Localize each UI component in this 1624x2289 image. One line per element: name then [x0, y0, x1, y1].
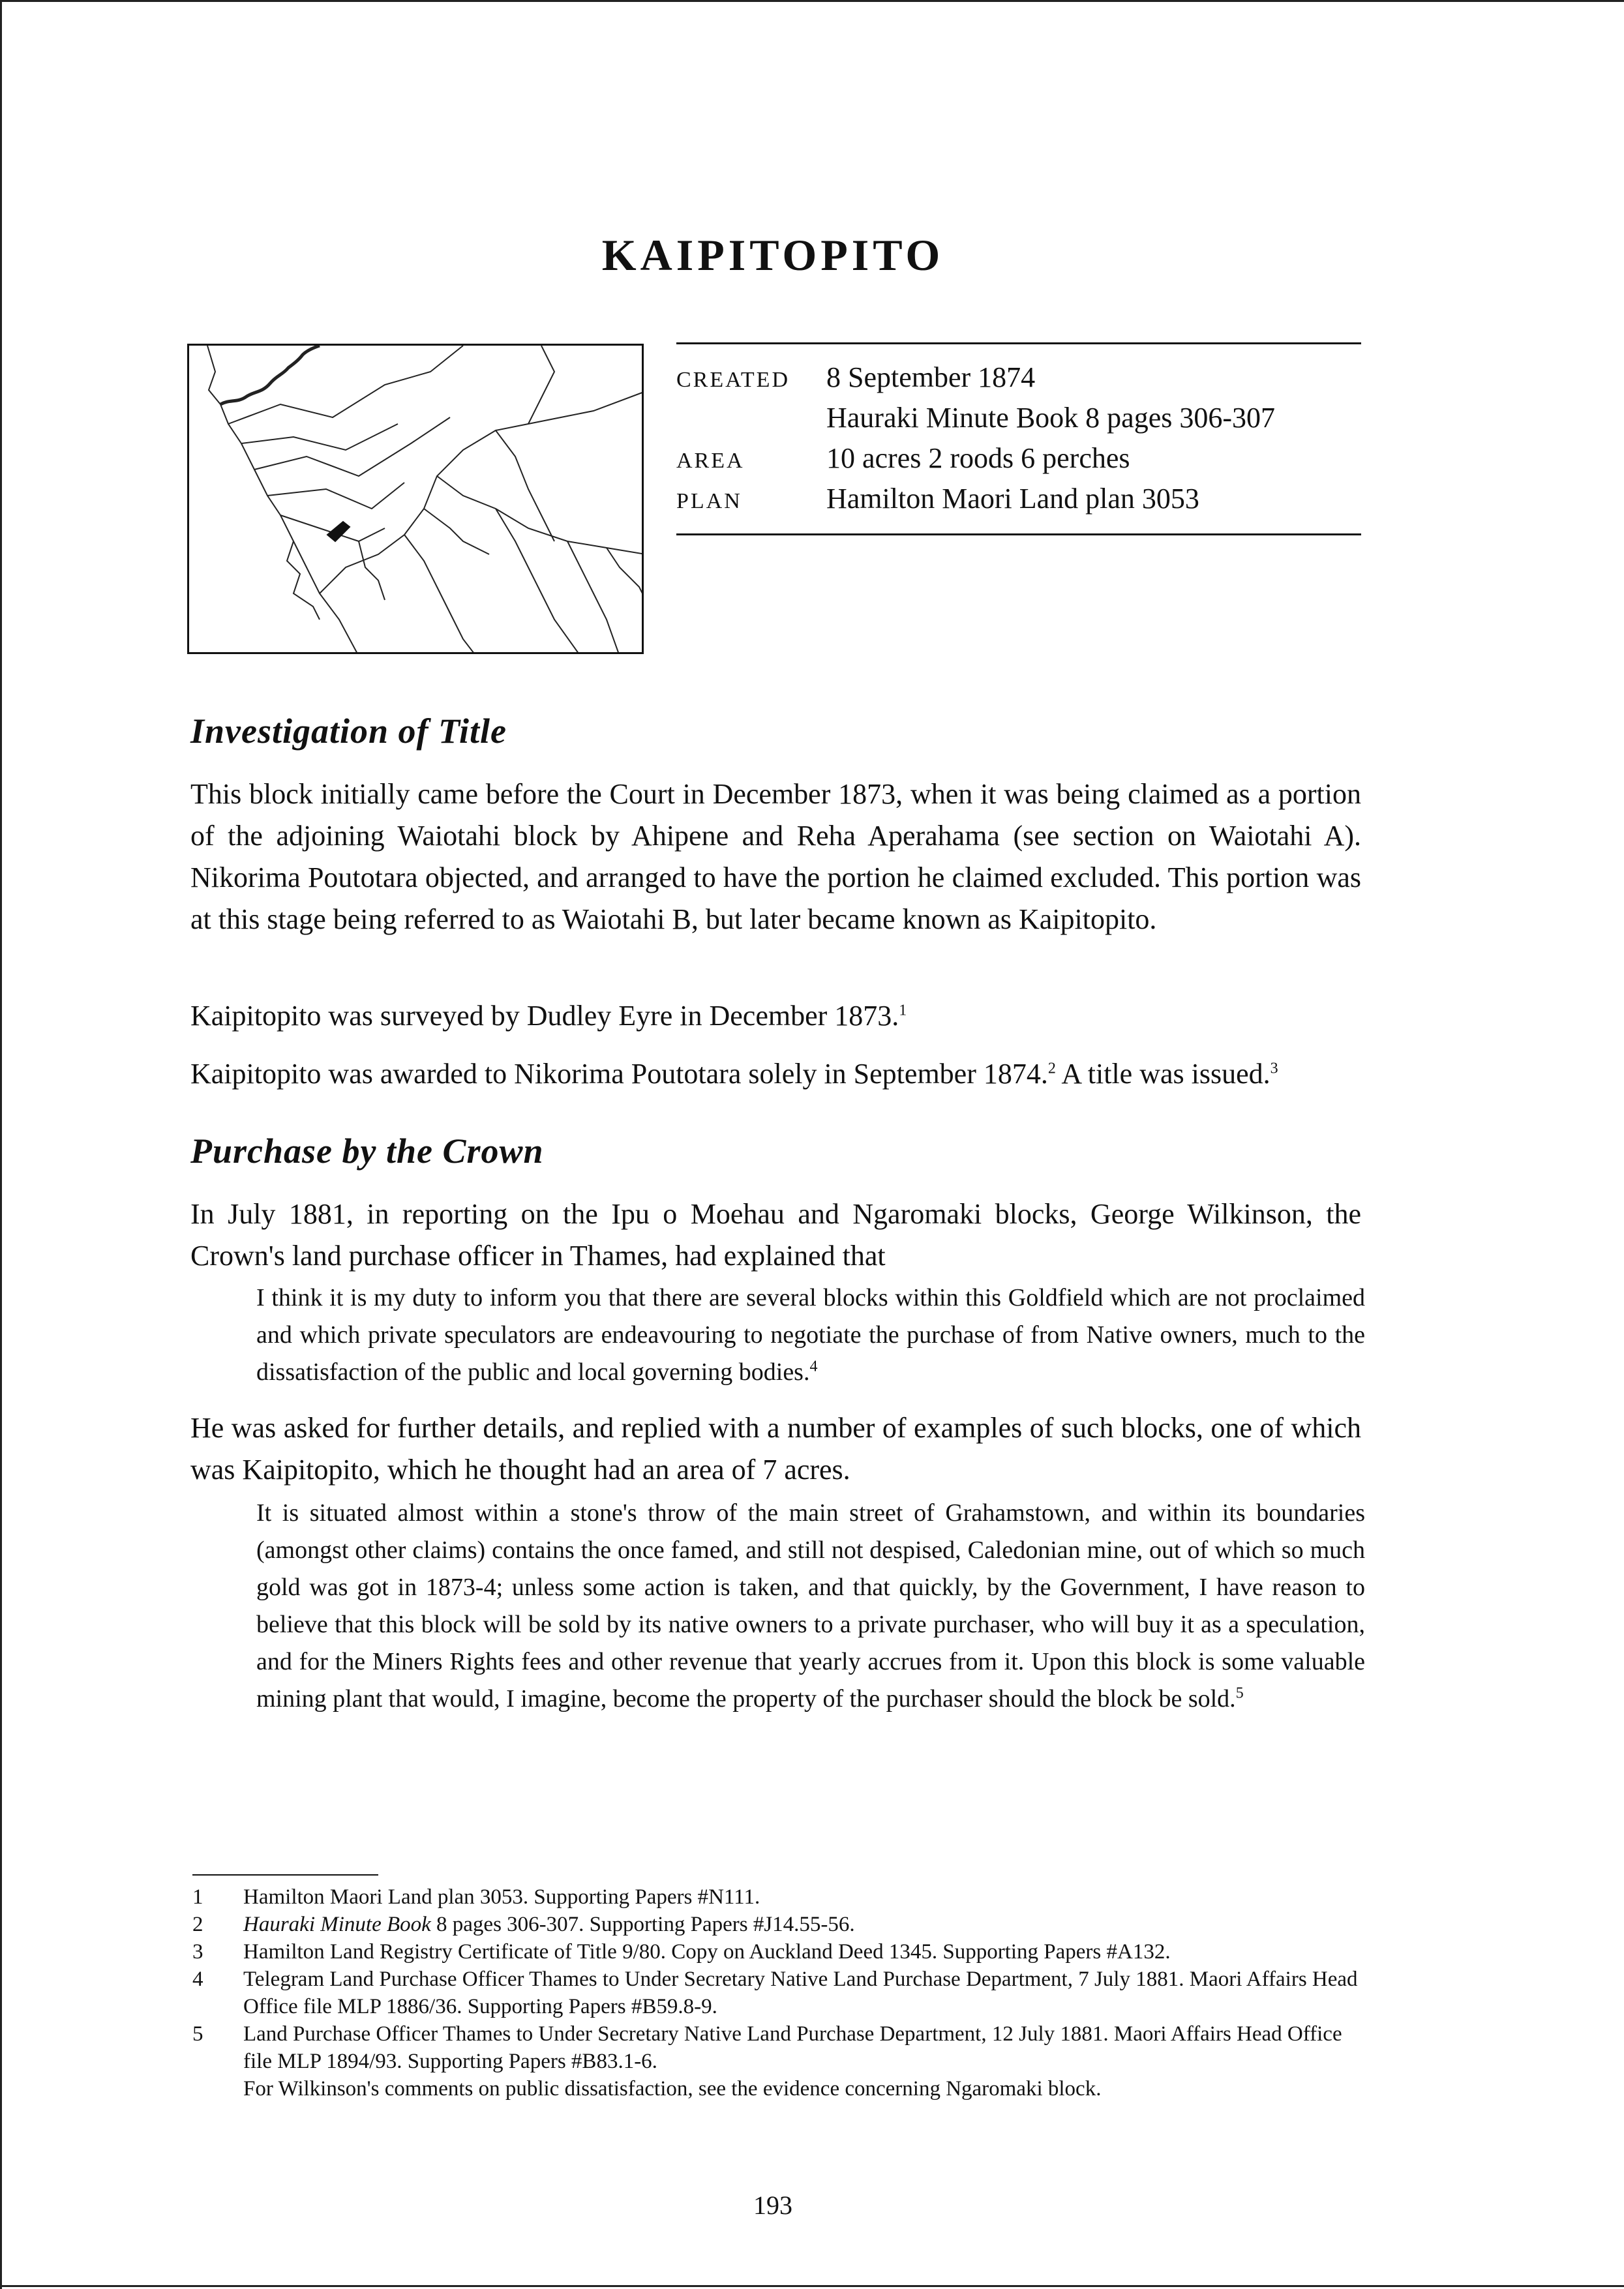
footnote-text-rest: 8 pages 306-307. Supporting Papers #J14.55-56. [430, 1913, 855, 1936]
investigation-paragraph-3 [190, 1053, 1361, 1095]
footnote-5 [192, 2020, 1366, 2075]
footnote-number: 4 [192, 1967, 203, 1991]
investigation-paragraph-2-text: Kaipitopito was surveyed by Dudley Eyre in December 1873. [190, 1000, 899, 1032]
footnote-number: 2 [192, 1913, 203, 1936]
map-boundary [567, 541, 620, 654]
footnote-3 [192, 1938, 1366, 1966]
investigation-paragraph-2 [190, 995, 1361, 1037]
map-boundary [267, 483, 404, 509]
footnote-text [243, 1911, 1366, 1938]
footnote-5-continuation: For Wilkinson's comments on public dissatisfaction, see the evidence concerning Ngaromaki block. [243, 2077, 1102, 2101]
wilkinson-quote-2 [256, 1495, 1365, 1718]
map-boundary [359, 541, 385, 600]
footnote-number: 1 [192, 1885, 203, 1909]
footnote-ref-5[interactable]: 5 [1235, 1684, 1244, 1702]
page-title: KAIPITOPITO [601, 230, 944, 280]
area-value: 10 acres 2 roods 6 perches [826, 442, 1130, 474]
footnote-ref-1[interactable]: 1 [899, 1002, 907, 1019]
wilkinson-quote-1 [256, 1279, 1365, 1391]
map-boundary [228, 346, 463, 424]
map-boundary [424, 509, 489, 554]
page-border-left [0, 0, 2, 2289]
created-label: CREATED [676, 368, 790, 392]
map-coastline [220, 346, 320, 404]
footnote-number: 3 [192, 1940, 203, 1964]
location-map [187, 344, 644, 654]
wilkinson-quote-2-text: It is situated almost within a stone's throw of the main street of Grahamstown, and within its boundaries (amongst other claims) contains the once famed, and still not despised, Caledonian mine, out of which so much gold was got in 1873-4; unless some action is taken, and that quickly, by the Government, I have reason to believe that this block will be sold by its native owners to a private purchaser, who will buy it as a speculation, and for the Miners Rights fees and other revenue that yearly accrues from it. Upon this block is some valuable mining plant that would, I imagine, become the property of the purchaser should the block be sold. [256, 1499, 1365, 1713]
page-border-bottom [0, 2285, 1624, 2287]
block-boundaries-map [189, 346, 644, 654]
investigation-paragraph-3-text-a: Kaipitopito was awarded to Nikorima Poutotara solely in September 1874. [190, 1058, 1048, 1090]
investigation-paragraph-3-text-b: A title was issued. [1055, 1058, 1271, 1090]
purchase-paragraph-2: He was asked for further details, and replied with a number of examples of such blocks, one of which was Kaipitopito, which he thought had an area of 7 acres. [190, 1412, 1361, 1486]
footnote-4 [192, 1966, 1366, 2020]
kaipitopito-block-marker [327, 522, 350, 541]
area-label: AREA [676, 449, 745, 473]
section-heading-purchase: Purchase by the Crown [190, 1131, 544, 1171]
page-number: 193 [753, 2191, 792, 2220]
info-row-created [676, 357, 1361, 438]
wilkinson-quote-1-text: I think it is my duty to inform you that there are several blocks within this Goldfield which are not proclaimed and which private speculators are endeavouring to negotiate the purchase of from Native owners, much to the dissatisfaction of the public and local governing bodies. [256, 1284, 1365, 1386]
footnote-2 [192, 1911, 1366, 1938]
plan-label: PLAN [676, 489, 742, 513]
footnote-title-italic: Hauraki Minute Book [243, 1913, 431, 1936]
page-border-top [0, 0, 1624, 2]
footnote-ref-4[interactable]: 4 [809, 1358, 818, 1375]
section-heading-investigation: Investigation of Title [190, 711, 507, 751]
created-source: Hauraki Minute Book 8 pages 306-307 [826, 402, 1275, 434]
info-row-plan [676, 479, 1361, 519]
block-info-table [676, 342, 1361, 535]
map-boundary [287, 541, 320, 620]
footnote-text: Hamilton Maori Land plan 3053. Supporting Papers #N111. [243, 1885, 760, 1909]
map-boundary [404, 535, 476, 654]
footnote-text: Land Purchase Officer Thames to Under Secretary Native Land Purchase Department, 12 July 1881. Maori Affairs Head Office file MLP 1894/93. Supporting Papers #B83.1-6. [243, 2022, 1342, 2073]
footnote-ref-3[interactable]: 3 [1270, 1060, 1278, 1077]
footnote-number: 5 [192, 2022, 203, 2046]
footnote-text: Telegram Land Purchase Officer Thames to Under Secretary Native Land Purchase Department, 7 July 1881. Maori Affairs Head Office file MLP 1886/36. Supporting Papers #B59.8-9. [243, 1967, 1358, 2018]
footnote-text: Hamilton Land Registry Certificate of Title 9/80. Copy on Auckland Deed 1345. Supporting Papers #A132. [243, 1940, 1171, 1964]
purchase-paragraph-1: In July 1881, in reporting on the Ipu o Moehau and Ngaromaki blocks, George Wilkinson, the Crown's land purchase officer in Thames, had explained that [190, 1198, 1361, 1272]
info-row-area [676, 438, 1361, 479]
map-shore [207, 346, 359, 654]
created-date: 8 September 1874 [826, 361, 1036, 393]
map-boundary [437, 476, 644, 554]
map-boundary [496, 509, 580, 654]
plan-value: Hamilton Maori Land plan 3053 [826, 483, 1199, 515]
footnote-1 [192, 1883, 1366, 1911]
map-boundary [320, 391, 644, 593]
footnote-divider [192, 1874, 378, 1876]
investigation-paragraph-1: This block initially came before the Court in December 1873, when it was being claimed as a portion of the adjoining Waiotahi block by Ahipene and Reha Aperahama (see section on Waiotahi A). Nikorima Poutotara objected, and arranged to have the portion he claimed excluded. This portion was at this stage being referred to as Waiotahi B, but later became known as Kaipitopito. [190, 778, 1361, 935]
map-boundary [241, 424, 398, 450]
footnote-ref-2[interactable]: 2 [1047, 1060, 1056, 1077]
footnotes [192, 1883, 1366, 2102]
map-boundary [528, 346, 554, 424]
map-boundary [496, 430, 554, 541]
map-boundary [607, 548, 644, 600]
